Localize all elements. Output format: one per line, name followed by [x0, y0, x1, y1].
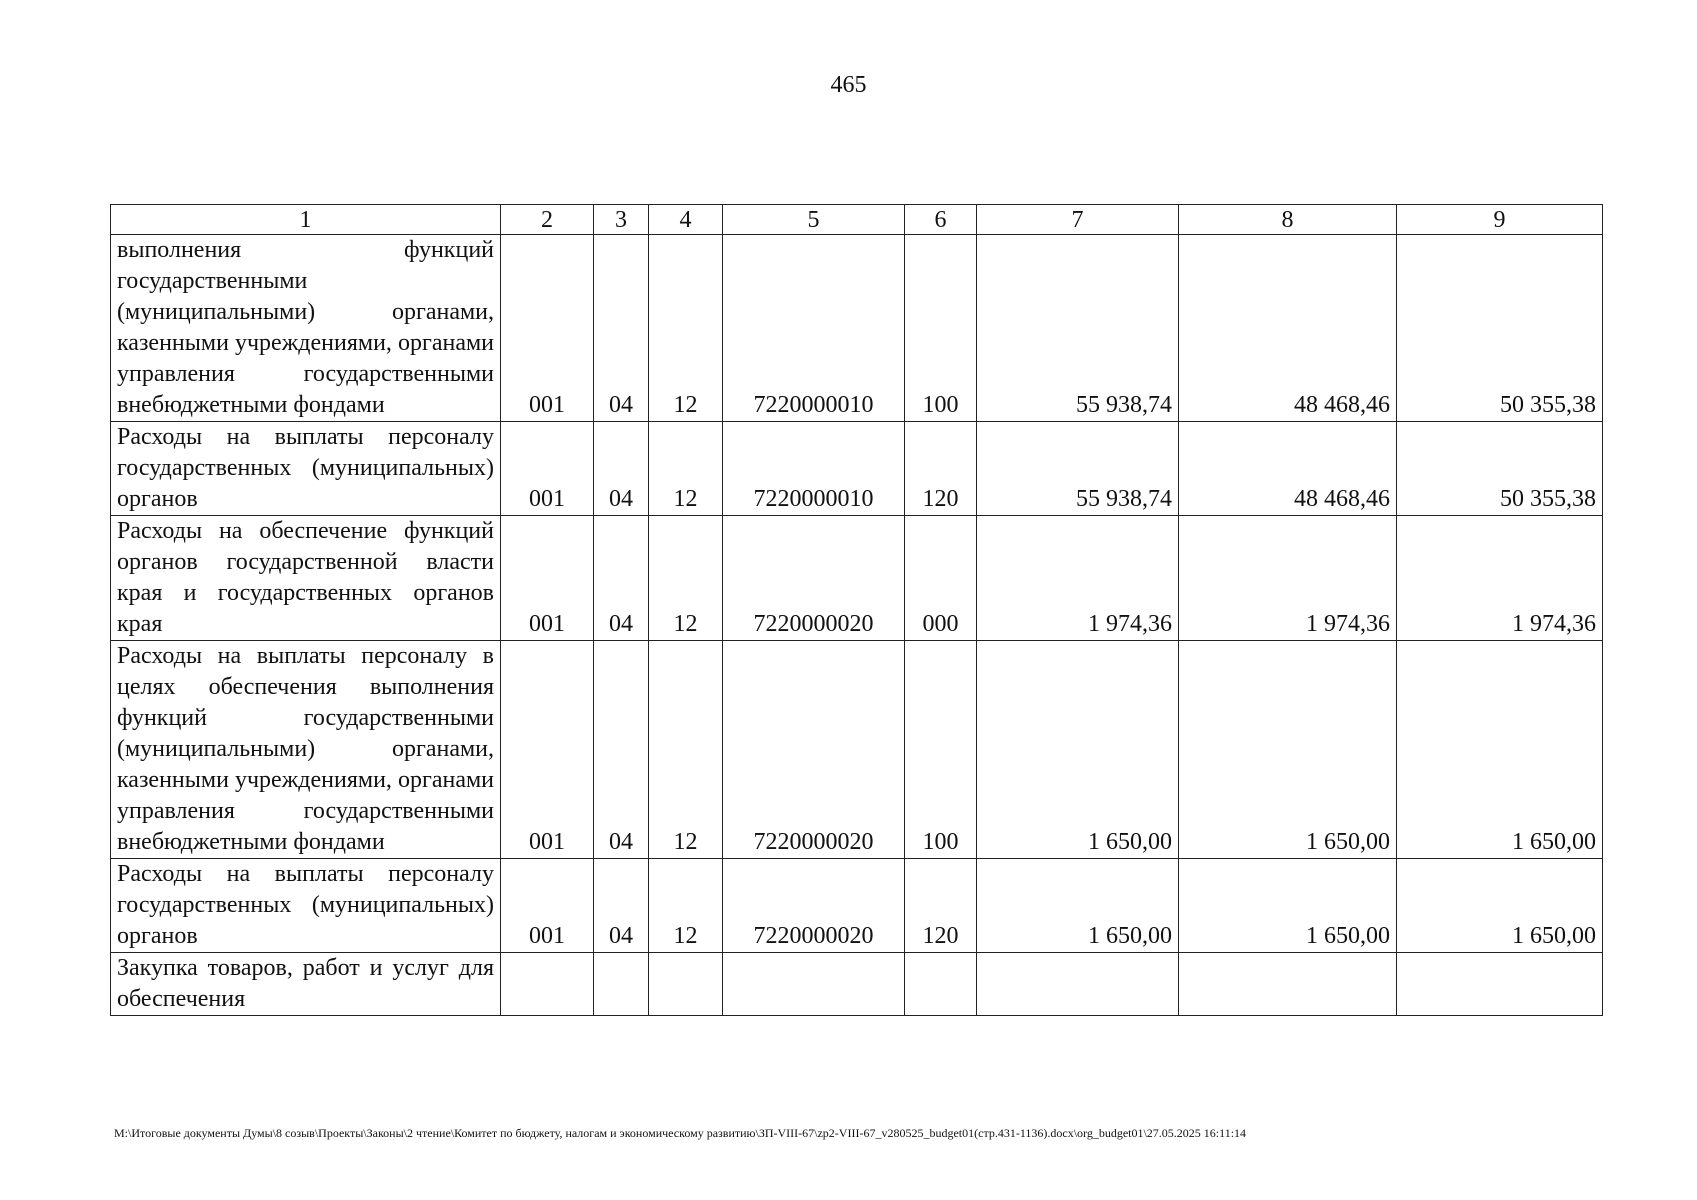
cell-section-code: [594, 953, 649, 1016]
column-header: 4: [649, 205, 723, 235]
table-row: [111, 235, 1603, 422]
cell-expense-type: [905, 953, 977, 1016]
cell-target-article: 7220000010: [723, 235, 905, 422]
column-header: 1: [111, 205, 501, 235]
cell-amount-col7: 1 650,00: [977, 859, 1179, 953]
cell-target-article: [723, 953, 905, 1016]
row-description: Расходы на выплаты персоналу государственных (муниципальных) органов: [111, 859, 501, 953]
column-header: 6: [905, 205, 977, 235]
table-row: [111, 859, 1603, 953]
row-description: Закупка товаров, работ и услуг для обеспечения: [111, 953, 501, 1016]
document-path-footer: M:\Итоговые документы Думы\8 созыв\Проекты\Законы\2 чтение\Комитет по бюджету, налогам и экономическому развитию\ЗП-VIII-67\zp2-VIII-67_v280525_budget01(стр.431-1136).docx\org_budget01\27.05.2025 16:11:14: [114, 1126, 1247, 1140]
cell-expense-type: 100: [905, 235, 977, 422]
cell-ministry-code: 001: [501, 235, 594, 422]
table-row: [111, 516, 1603, 641]
cell-section-code: 04: [594, 859, 649, 953]
cell-subsection-code: 12: [649, 516, 723, 641]
page-number: 465: [830, 72, 867, 98]
column-header: 3: [594, 205, 649, 235]
cell-subsection-code: [649, 953, 723, 1016]
cell-amount-col8: 1 650,00: [1179, 641, 1397, 859]
cell-ministry-code: 001: [501, 422, 594, 516]
cell-ministry-code: 001: [501, 859, 594, 953]
cell-expense-type: 120: [905, 422, 977, 516]
cell-subsection-code: 12: [649, 641, 723, 859]
cell-subsection-code: 12: [649, 859, 723, 953]
cell-target-article: 7220000010: [723, 422, 905, 516]
cell-expense-type: 100: [905, 641, 977, 859]
cell-amount-col7: 55 938,74: [977, 235, 1179, 422]
cell-amount-col9: 50 355,38: [1397, 235, 1603, 422]
cell-amount-col9: 1 650,00: [1397, 641, 1603, 859]
cell-expense-type: 120: [905, 859, 977, 953]
cell-amount-col9: 1 974,36: [1397, 516, 1603, 641]
cell-ministry-code: [501, 953, 594, 1016]
table-row: [111, 422, 1603, 516]
column-header: 7: [977, 205, 1179, 235]
row-description: Расходы на выплаты персоналу государственных (муниципальных) органов: [111, 422, 501, 516]
cell-ministry-code: 001: [501, 516, 594, 641]
cell-amount-col7: 1 974,36: [977, 516, 1179, 641]
cell-amount-col7: 55 938,74: [977, 422, 1179, 516]
cell-ministry-code: 001: [501, 641, 594, 859]
table-row: [111, 641, 1603, 859]
cell-amount-col9: 1 650,00: [1397, 859, 1603, 953]
cell-amount-col8: 48 468,46: [1179, 422, 1397, 516]
cell-amount-col9: [1397, 953, 1603, 1016]
cell-amount-col8: 1 974,36: [1179, 516, 1397, 641]
cell-amount-col8: [1179, 953, 1397, 1016]
cell-amount-col7: 1 650,00: [977, 641, 1179, 859]
column-header: 2: [501, 205, 594, 235]
table-header-row: [111, 205, 1603, 235]
cell-subsection-code: 12: [649, 235, 723, 422]
cell-section-code: 04: [594, 422, 649, 516]
cell-subsection-code: 12: [649, 422, 723, 516]
cell-amount-col8: 1 650,00: [1179, 859, 1397, 953]
table-row: [111, 953, 1603, 1016]
column-header: 5: [723, 205, 905, 235]
budget-table: [110, 204, 1603, 1016]
row-description: Расходы на обеспечение функций органов государственной власти края и государственных органов края: [111, 516, 501, 641]
cell-target-article: 7220000020: [723, 641, 905, 859]
cell-amount-col7: [977, 953, 1179, 1016]
cell-amount-col8: 48 468,46: [1179, 235, 1397, 422]
column-header: 9: [1397, 205, 1603, 235]
cell-target-article: 7220000020: [723, 859, 905, 953]
cell-target-article: 7220000020: [723, 516, 905, 641]
row-description: Расходы на выплаты персоналу в целях обеспечения выполнения функций государственными (муниципальными) органами, казенными учреждениями, органами управления государственными внебюджетными фондами: [111, 641, 501, 859]
cell-amount-col9: 50 355,38: [1397, 422, 1603, 516]
cell-expense-type: 000: [905, 516, 977, 641]
row-description: выполнения функций государственными (муниципальными) органами, казенными учреждениями, органами управления государственными внебюджетными фондами: [111, 235, 501, 422]
column-header: 8: [1179, 205, 1397, 235]
cell-section-code: 04: [594, 235, 649, 422]
cell-section-code: 04: [594, 641, 649, 859]
cell-section-code: 04: [594, 516, 649, 641]
